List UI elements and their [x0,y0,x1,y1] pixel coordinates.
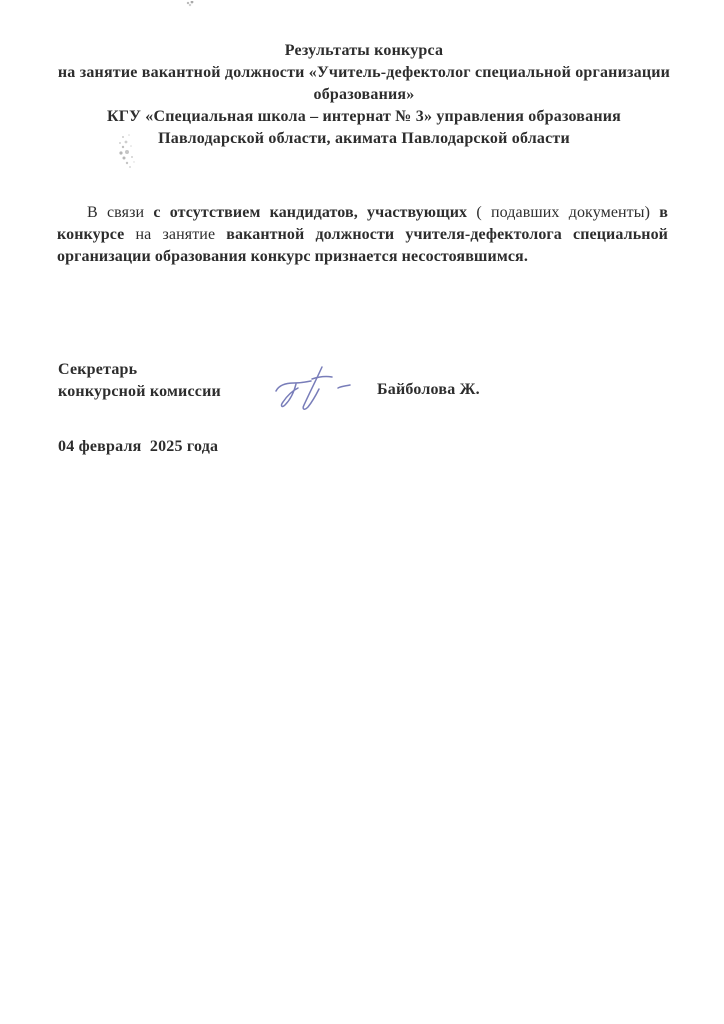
title-line-2: на занятие вакантной должности «Учитель-дефектолог специальной организации [57,64,671,81]
title-line-1: Результаты конкурса [284,42,444,59]
paragraph-line-2 [57,224,668,246]
title-line-3: образования» [313,86,415,103]
scan-speck [185,1,195,7]
signature-scribble [272,364,362,416]
text-segment: в [659,204,668,221]
text-segment: организации образования конкурс признается несостоявшимся. [57,248,528,265]
document-date: 04 февраля 2025 года [58,438,219,455]
signatory-role [58,359,221,403]
title-line-5: Павлодарской области, акимата Павлодарской области [158,130,570,147]
text-segment: на занятие [124,226,227,243]
signatory-name: Байболова Ж. [377,381,480,398]
text-segment: конкурсе [57,226,125,243]
role-line-2: конкурсной комиссии [58,383,221,400]
body-paragraph [57,202,668,268]
text-segment: с отсутствием кандидатов, участвующих [153,204,468,221]
title-line-4: КГУ «Специальная школа – интернат № 3» управления образования [106,108,622,125]
role-line-1: Секретарь [58,361,138,378]
text-segment: вакантной должности учителя-дефектолога специальной [226,226,668,243]
text-segment: ( подавших документы) [467,204,660,221]
paragraph-line-3 [57,246,668,268]
scan-smudge [114,133,142,171]
text-segment: В связи [87,204,154,221]
paragraph-line-1 [57,202,668,224]
